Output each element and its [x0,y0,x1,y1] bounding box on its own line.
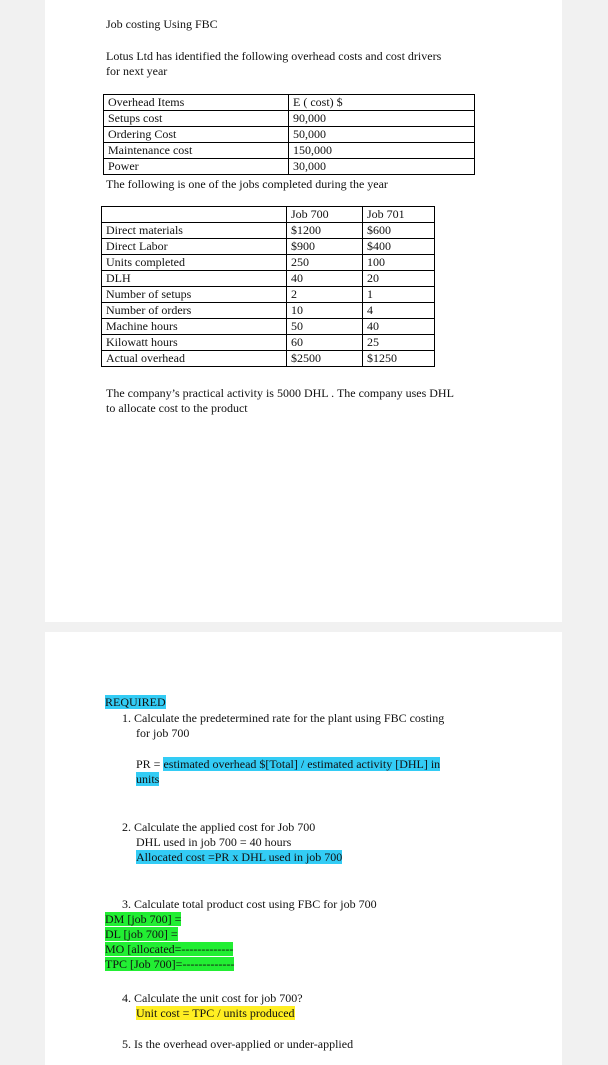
table-header-row [102,207,435,223]
table-cell: Maintenance cost [104,143,289,159]
table-row [104,143,475,159]
table-cell: $600 [363,223,435,239]
document-page-2 [45,632,562,1065]
question-2-line-2: DHL used in job 700 = 40 hours [136,835,292,849]
table-cell: Ordering Cost [104,127,289,143]
pr-formula-line-2: units [136,772,160,786]
table-row [102,223,435,239]
table-cell: 20 [363,271,435,287]
table-cell: 40 [363,319,435,335]
question-5-line-1: 5. Is the overhead over-applied or under-applied [122,1037,354,1051]
table-header-row [104,95,475,111]
table-header-cell: E ( cost) $ [289,95,475,111]
activity-text-line-1: The company’s practical activity is 5000 DHL . The company uses DHL [106,386,454,400]
table-cell: $900 [287,239,363,255]
table-header-cell: Job 700 [287,207,363,223]
question-1-line-2: for job 700 [136,726,190,740]
table-header-cell [102,207,287,223]
table-cell: Direct materials [102,223,287,239]
table-row [102,239,435,255]
pr-formula-line-1: estimated overhead $[Total] / estimated activity [DHL] in [163,757,441,771]
table-cell: 25 [363,335,435,351]
table-row [102,303,435,319]
unit-cost-formula: Unit cost = TPC / units produced [136,1006,295,1020]
table-row [102,271,435,287]
table-cell: Power [104,159,289,175]
table-row [102,287,435,303]
intro-text-line-2: for next year [106,64,168,78]
mo-allocated: MO [allocated=------------- [105,942,234,956]
jobs-intro-text: The following is one of the jobs completed during the year [106,177,388,191]
table-row [104,127,475,143]
table-cell: 2 [287,287,363,303]
table-cell: 50 [287,319,363,335]
table-cell: 10 [287,303,363,319]
document-page-1 [45,0,562,622]
table-cell: Number of setups [102,287,287,303]
overhead-costs-table [103,94,475,175]
table-row [104,111,475,127]
table-cell: $1200 [287,223,363,239]
table-row [104,159,475,175]
table-row [102,335,435,351]
table-cell: 60 [287,335,363,351]
question-3-line-1: 3. Calculate total product cost using FBC for job 700 [122,897,377,911]
table-cell: 150,000 [289,143,475,159]
table-cell: Setups cost [104,111,289,127]
table-cell: 50,000 [289,127,475,143]
question-1-line-1: 1. Calculate the predetermined rate for the plant using FBC costing [122,711,445,725]
table-cell: Direct Labor [102,239,287,255]
table-row [102,319,435,335]
activity-text-line-2: to allocate cost to the product [106,401,248,415]
table-cell: $2500 [287,351,363,367]
table-row [102,255,435,271]
table-cell: Actual overhead [102,351,287,367]
table-cell: $1250 [363,351,435,367]
table-cell: Machine hours [102,319,287,335]
table-cell: 40 [287,271,363,287]
table-cell: Kilowatt hours [102,335,287,351]
table-cell: 1 [363,287,435,303]
table-cell: Units completed [102,255,287,271]
table-cell: 4 [363,303,435,319]
table-row [102,351,435,367]
dl-job-700: DL [job 700] = [105,927,178,941]
allocated-cost-formula: Allocated cost =PR x DHL used in job 700 [136,850,343,864]
table-cell: 90,000 [289,111,475,127]
tpc-job-700: TPC [Job 700]=------------- [105,957,235,971]
required-heading: REQUIRED [105,695,166,709]
pr-prefix: PR = [136,757,164,771]
table-header-cell: Job 701 [363,207,435,223]
table-cell: 250 [287,255,363,271]
dm-job-700: DM [job 700] = [105,912,182,926]
document-title: Job costing Using FBC [106,17,218,31]
table-cell: Number of orders [102,303,287,319]
table-cell: 100 [363,255,435,271]
table-header-cell: Overhead Items [104,95,289,111]
table-cell: $400 [363,239,435,255]
question-2-line-1: 2. Calculate the applied cost for Job 700 [122,820,316,834]
table-cell: DLH [102,271,287,287]
table-cell: 30,000 [289,159,475,175]
intro-text-line-1: Lotus Ltd has identified the following overhead costs and cost drivers [106,49,442,63]
jobs-table [101,206,435,367]
question-4-line-1: 4. Calculate the unit cost for job 700? [122,991,303,1005]
